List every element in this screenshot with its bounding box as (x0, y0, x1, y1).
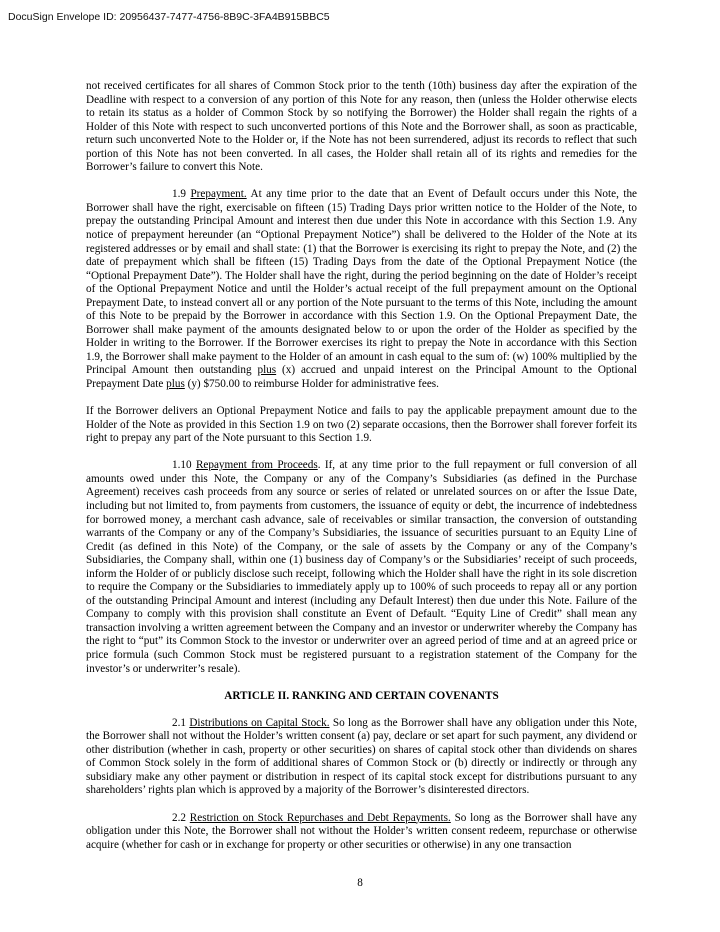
section-2-1 (86, 717, 637, 798)
page-number: 8 (357, 877, 363, 889)
section-heading: Repayment from Proceeds (195, 459, 318, 472)
section-text: So long as the Borrower shall have any obligation under this Note, the Borrower shall not without the Holder’s written consent redeem, repurchase or otherwise acquire (whether for cash or in exchange for property or other securities or otherwise) in any one transaction (86, 811, 638, 851)
section-heading: Restriction on Stock Repurchases and Debt Repayments. (189, 811, 451, 824)
section-number: 1.9 (172, 188, 191, 201)
section-number: 2.1 (172, 716, 190, 729)
paragraph-continuation: not received certificates for all shares of Common Stock prior to the tenth (10th) business day after the expiration of the Deadline with respect to a conversion of any portion of this Note for any reason, then (unless the Holder otherwise elects to retain its status as a holder of Common Stock by so notifying the Borrower) the Holder shall regain the rights of a Holder of this Note with respect to such unconverted portions of this Note and the Borrower shall, as soon as practicable, return such unconverted Note to the Holder or, if the Note has not been surrendered, adjust its records to reflect that such portion of this Note has not been converted. In all cases, the Holder shall retain all of its rights and remedies for the Borrower’s failure to convert this Note. (86, 80, 637, 174)
section-text: (x) accrued and unpaid interest on the Principal Amount to the Optional Prepayment Date (86, 364, 637, 391)
section-heading: Prepayment. (190, 188, 247, 201)
section-2-2 (86, 812, 637, 853)
document-body (86, 80, 637, 852)
article-ii-heading: ARTICLE II. RANKING AND CERTAIN COVENANTS (224, 689, 499, 702)
envelope-id: DocuSign Envelope ID: 20956437-7477-4756-8B9C-3FA4B915BBC5 (8, 11, 330, 23)
section-text: . If, at any time prior to the full repayment or full conversion of all amounts owed under this Note, the Company or any of the Company’s Subsidiaries (as defined in the Purchase Agreement) receives cash proceeds from any source or series of related or unrelated sources on or after the Issue Date, including but not limited to, from payments from customers, the issuance of equity or debt, the incurrence of indebtedness for borrowed money, a merchant cash advance, sale of receivables or similar transaction, the conversion of outstanding warrants of the Company or any of the Company’s Subsidiaries, the issuance of securities pursuant to an Equity Line of Credit (as defined in this Note) of the Company, or the sale of assets by the Company or any of the Company’s Subsidiaries, the Company shall, within one (1) business day of Company’s or the Subsidiaries’ receipt of such proceeds, inform the Holder of or publicly disclose such receipt, following which the Holder shall have the right in its sole discretion to require the Company or the Subsidiaries to immediately apply up to 100% of such proceeds to repay all or any portion of the outstanding Principal Amount and interest (including any Default Interest) then due under this Note. Failure of the Company to comply with this provision shall constitute an Event of Default. “Equity Line of Credit” shall mean any transaction involving a written agreement between the Company and an investor or underwriter whereby the Company has the right to “put” its Common Stock to the investor or underwriter over an agreed period of time and at an agreed price or price formula (such Common Stock must be registered pursuant to a registration statement of the Company for the investor’s or underwriter’s resale). (86, 459, 638, 675)
section-heading: Distributions on Capital Stock. (189, 716, 330, 729)
plus-term: plus (257, 364, 277, 377)
section-1-9 (86, 188, 637, 391)
section-text: So long as the Borrower shall have any obligation under this Note, the Borrower shall not without the Holder’s written consent (a) pay, declare or set apart for such payment, any dividend or other distribution (whether in cash, property or other securities) on shares of capital stock other than dividends on shares of Common Stock solely in the form of additional shares of Common Stock or (b) directly or indirectly or through any subsidiary make any other payment or distribution in respect of its capital stock except for distributions pursuant to any shareholders’ rights plan which is approved by a majority of the Borrower’s disinterested directors. (86, 716, 638, 797)
section-text: At any time prior to the date that an Event of Default occurs under this Note, the Borrower shall have the right, exercisable on fifteen (15) Trading Days prior written notice to the Holder of the Note, to prepay the outstanding Principal Amount and interest then due under this Note in accordance with this Section 1.9. Any notice of prepayment hereunder (an “Optional Prepayment Notice”) shall be delivered to the Holder of the Note at its registered addresses or by email and shall state: (1) that the Borrower is exercising its right to prepay the Note, and (2) the date of prepayment which shall be fifteen (15) Trading Days from the date of the Optional Prepayment Notice (the “Optional Prepayment Date”). The Holder shall have the right, during the period beginning on the date of Holder’s receipt of the Optional Prepayment Notice and until the Holder’s actual receipt of the full prepayment amount on the Optional Prepayment Date, to instead convert all or any portion of the Note pursuant to the terms of this Note, including the amount of this Note to be prepaid by the Borrower in accordance with this Section 1.9. On the Optional Prepayment Date, the Borrower shall make payment of the amounts designated below to or upon the order of the Holder as specified by the Holder in writing to the Borrower. If the Borrower exercises its right to prepay the Note in accordance with this Section 1.9, the Borrower shall make payment to the Holder of an amount in cash equal to the sum of: (w) 100% multiplied by the Principal Amount then outstanding (86, 188, 637, 377)
section-text: (y) $750.00 to reimburse Holder for administrative fees. (184, 378, 439, 391)
section-number: 2.2 (172, 811, 190, 824)
plus-term: plus (166, 378, 185, 391)
section-number: 1.10 (172, 459, 196, 472)
paragraph-forfeit: If the Borrower delivers an Optional Prepayment Notice and fails to pay the applicable prepayment amount due to the Holder of the Note as provided in this Section 1.9 on two (2) separate occasions, then the Borrower shall forever forfeit its right to prepay any part of the Note pursuant to this Section 1.9. (86, 405, 637, 445)
section-1-10 (86, 459, 637, 676)
